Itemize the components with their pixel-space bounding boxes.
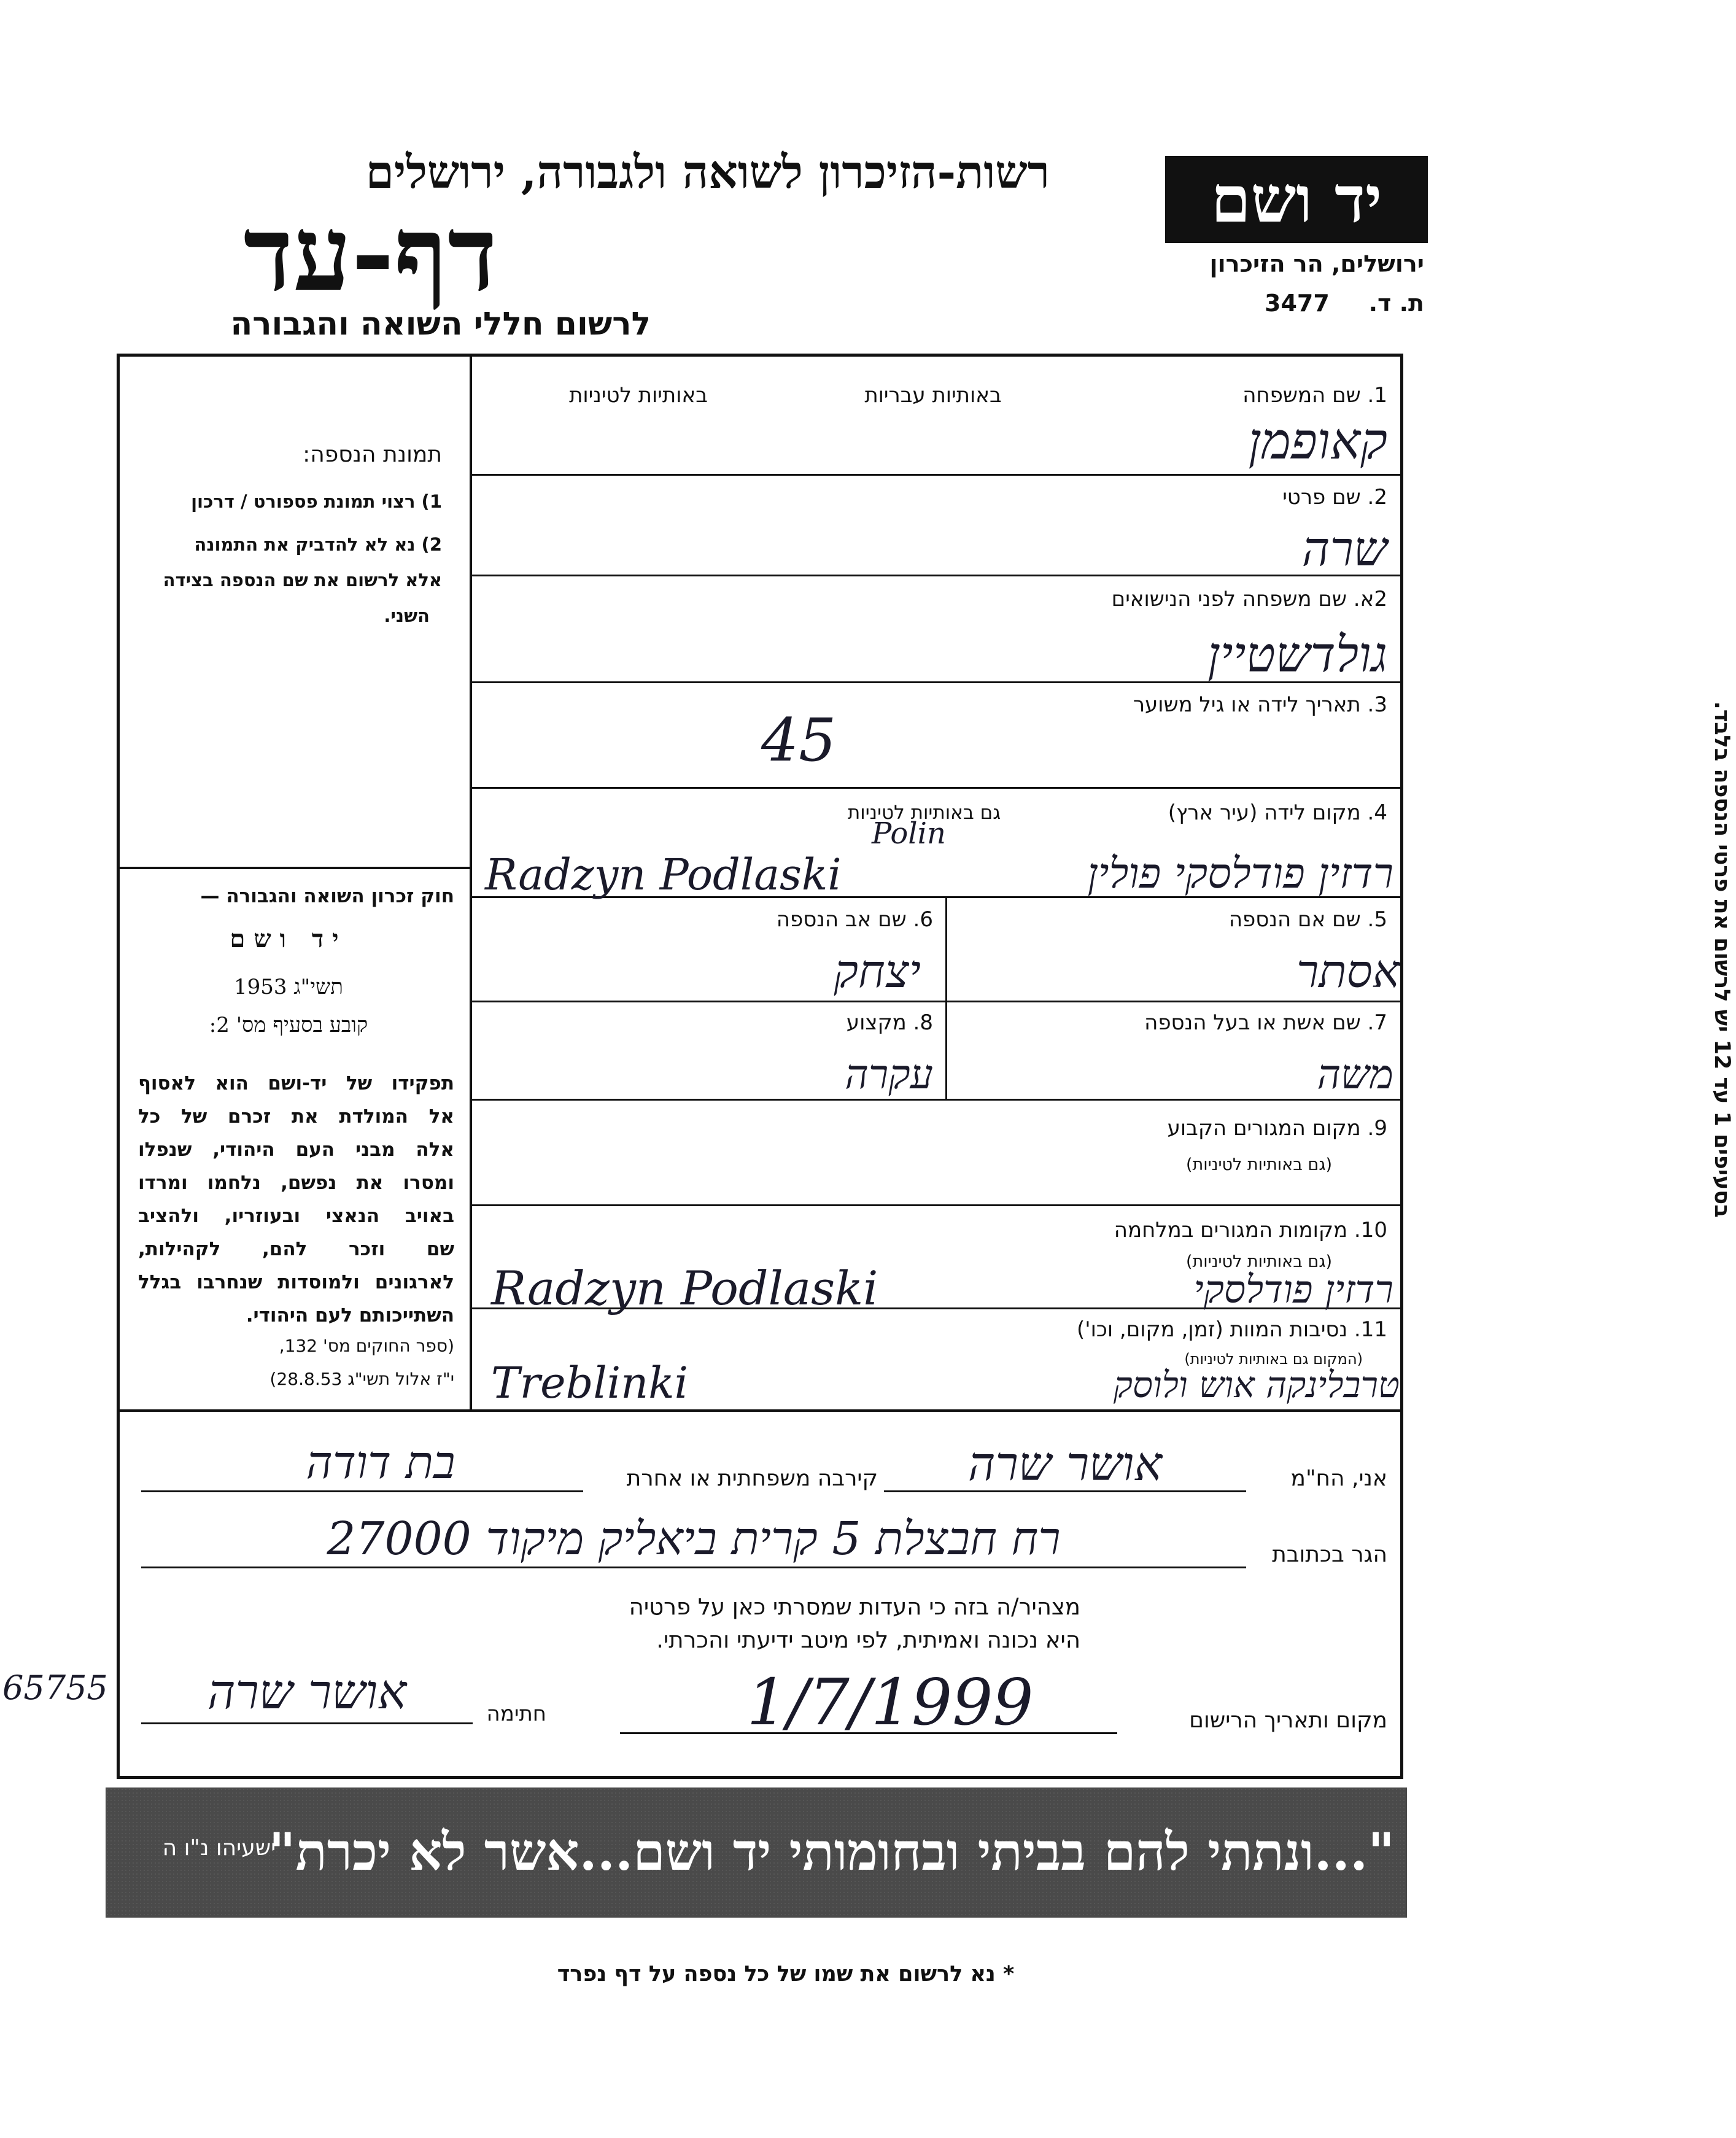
field-4-label: 4. מקום לידה (עיר ארץ) bbox=[1168, 800, 1387, 825]
field-8-value[interactable]: עקרה bbox=[845, 1051, 933, 1098]
law-body-line: תפקידו של יד-ושם הוא לאסוף bbox=[138, 1072, 454, 1094]
field-2-label: 2. שם פרטי bbox=[1282, 485, 1387, 509]
field-11-value-hebrew[interactable]: טרבלינקה אוש ולוסק bbox=[1113, 1364, 1400, 1406]
field-11-value-latin[interactable]: Treblinki bbox=[491, 1358, 689, 1408]
field-7-value[interactable]: משה bbox=[1317, 1051, 1393, 1098]
photo-note-1: 1) רצוי תמונת פספורט / דרכון bbox=[191, 491, 442, 512]
field-6-label: 6. שם אב הנספה bbox=[776, 907, 933, 932]
law-body-line: אלה מבני העם היהודי, שנפלו bbox=[138, 1139, 454, 1161]
quote-banner bbox=[106, 1787, 1407, 1918]
law-body-line: לארגונים ולמוסדות שנחרבו בגלל bbox=[138, 1271, 454, 1293]
relation-value[interactable]: בת דודה bbox=[306, 1436, 455, 1489]
field-4-value-latin[interactable]: Radzyn Podlaski bbox=[485, 850, 842, 900]
logo-box bbox=[1165, 156, 1428, 243]
ref-label: ת. ד. bbox=[1368, 290, 1424, 317]
law-body-line: ומסרו את נפשם, נלחמו ומרדו bbox=[138, 1172, 454, 1194]
declarant-value[interactable]: אושר שרה bbox=[967, 1436, 1163, 1491]
law-line-4: קובע בסעיף מס' 2: bbox=[209, 1013, 368, 1037]
logo-text: יד ושם bbox=[1211, 161, 1382, 237]
relation-label: קירבה משפחתית או אחרת bbox=[626, 1466, 878, 1491]
law-line-1: חוק זכרון השואה והגבורה — bbox=[200, 885, 454, 907]
field-9-sub: (גם באותיות לטיניות) bbox=[1185, 1155, 1332, 1174]
field-8-label: 8. מקצוע bbox=[846, 1010, 933, 1035]
field-7-label: 7. שם אשת או בעל הנספה bbox=[1144, 1010, 1387, 1035]
field-3-label: 3. תאריך לידה או גיל משוער bbox=[1133, 692, 1387, 717]
field-4-sub: גם באותיות לטיניות bbox=[847, 802, 1001, 824]
banner-quote: "...ונתתי להם בביתי ובחומותי יד ושם...אשר לא יכרת" bbox=[268, 1821, 1395, 1882]
law-body bbox=[138, 1067, 454, 1332]
field-10-value-hebrew[interactable]: רדזין פודלסקי bbox=[1193, 1267, 1393, 1312]
field-2-value[interactable]: שרה bbox=[1301, 522, 1387, 577]
address-label: הגר בכתובת bbox=[1272, 1542, 1387, 1567]
photo-note-2b: אלא לרשום את שם הנספה בצידה bbox=[163, 570, 442, 591]
law-ref-1: (ספר החוקים מס' 132, bbox=[279, 1336, 454, 1356]
field-10-value-latin[interactable]: Radzyn Podlaski bbox=[491, 1261, 878, 1315]
footer-note: * נא לרשום את שמו של כל נספה על דף נפרד bbox=[557, 1962, 1015, 1986]
field-4-country-latin[interactable]: Polin bbox=[872, 816, 946, 851]
field-6-value[interactable]: יצחק bbox=[834, 945, 921, 998]
statement-line-1: מצהיר/ה בזה כי העדות שמסרתי כאן על פרטיה bbox=[629, 1594, 1080, 1620]
law-body-line: באויב הנאצי ובעוזריו, ולהציב bbox=[138, 1205, 454, 1227]
declarant-label: אני, הח"מ bbox=[1290, 1466, 1387, 1491]
field-5-value[interactable]: אסתר bbox=[1296, 945, 1400, 998]
law-body-line: אל המולדת את זכרם של כל bbox=[138, 1106, 454, 1128]
photo-note-2c: השני. bbox=[384, 605, 430, 626]
column-latin-label: באותיות לטיניות bbox=[569, 383, 708, 408]
law-body-line: שם וזכר להם, לקהילות, bbox=[138, 1238, 454, 1260]
place-date-value[interactable]: 1/7/1999 bbox=[746, 1665, 1034, 1740]
banner-source: ישעיהו נ"ו ה bbox=[162, 1835, 276, 1861]
signature-label: חתימה bbox=[486, 1702, 546, 1726]
field-2a-label: 2א. שם משפחה לפני הנישואים bbox=[1111, 587, 1387, 611]
column-hebrew-label: באותיות עבריות bbox=[864, 383, 1002, 408]
side-note: בסעיפים 1 עד 12 יש לרשום את פרטי הנספה בלבד. bbox=[1710, 701, 1734, 1218]
law-line-3: תשי"ג 1953 bbox=[234, 975, 343, 999]
authority-title: רשות-הזיכרון לשואה ולגבורה, ירושלים bbox=[365, 146, 1050, 199]
field-9-label: 9. מקום המגורים הקבוע bbox=[1167, 1116, 1387, 1141]
law-line-2: יד ושם bbox=[230, 924, 347, 953]
photo-box-title: תמונת הנספה: bbox=[303, 442, 442, 467]
field-2a-value[interactable]: גולדשטיין bbox=[1207, 626, 1387, 683]
field-10-label: 10. מקומות המגורים במלחמה bbox=[1114, 1218, 1387, 1242]
margin-number: 65755 bbox=[2, 1668, 108, 1707]
field-1-value[interactable]: קאופמן bbox=[1248, 412, 1387, 471]
logo-subtitle: ירושלים, הר הזיכרון bbox=[1209, 250, 1424, 277]
law-ref-2: י"ז אלול תשי"ג 28.8.53) bbox=[269, 1369, 454, 1389]
place-date-label: מקום ותאריך הרישום bbox=[1189, 1708, 1387, 1733]
statement-line-2: היא נכונה ואמיתית, לפי מיטב ידיעתי והכרתי. bbox=[656, 1627, 1080, 1653]
address-value[interactable]: רח חבצלת 5 קרית ביאליק מיקוד 27000 bbox=[327, 1512, 1061, 1565]
form-title: דף-עד bbox=[243, 193, 497, 314]
field-5-label: 5. שם אם הנספה bbox=[1228, 907, 1387, 932]
signature-value[interactable]: אושר שרה bbox=[207, 1665, 407, 1720]
field-11-sub: (המקום גם באותיות לטיניות) bbox=[1184, 1350, 1363, 1368]
ref-number: 3477 bbox=[1265, 290, 1330, 317]
form-subtitle: לרשום חללי השואה והגבורה bbox=[230, 306, 651, 343]
field-11-label: 11. נסיבות המוות (זמן, מקום, וכו') bbox=[1076, 1317, 1387, 1342]
field-3-value[interactable]: 45 bbox=[761, 706, 837, 775]
law-body-line: השתייכותם לעם היהודי. bbox=[246, 1304, 454, 1327]
field-1-label: 1. שם המשפחה bbox=[1242, 383, 1387, 408]
field-10-sub: (גם באותיות לטיניות) bbox=[1185, 1252, 1332, 1271]
field-4-value-hebrew[interactable]: רדזין פודלסקי פולין bbox=[1087, 850, 1393, 898]
photo-note-2a: 2) נא לא להדביק את התמונה bbox=[194, 534, 442, 555]
